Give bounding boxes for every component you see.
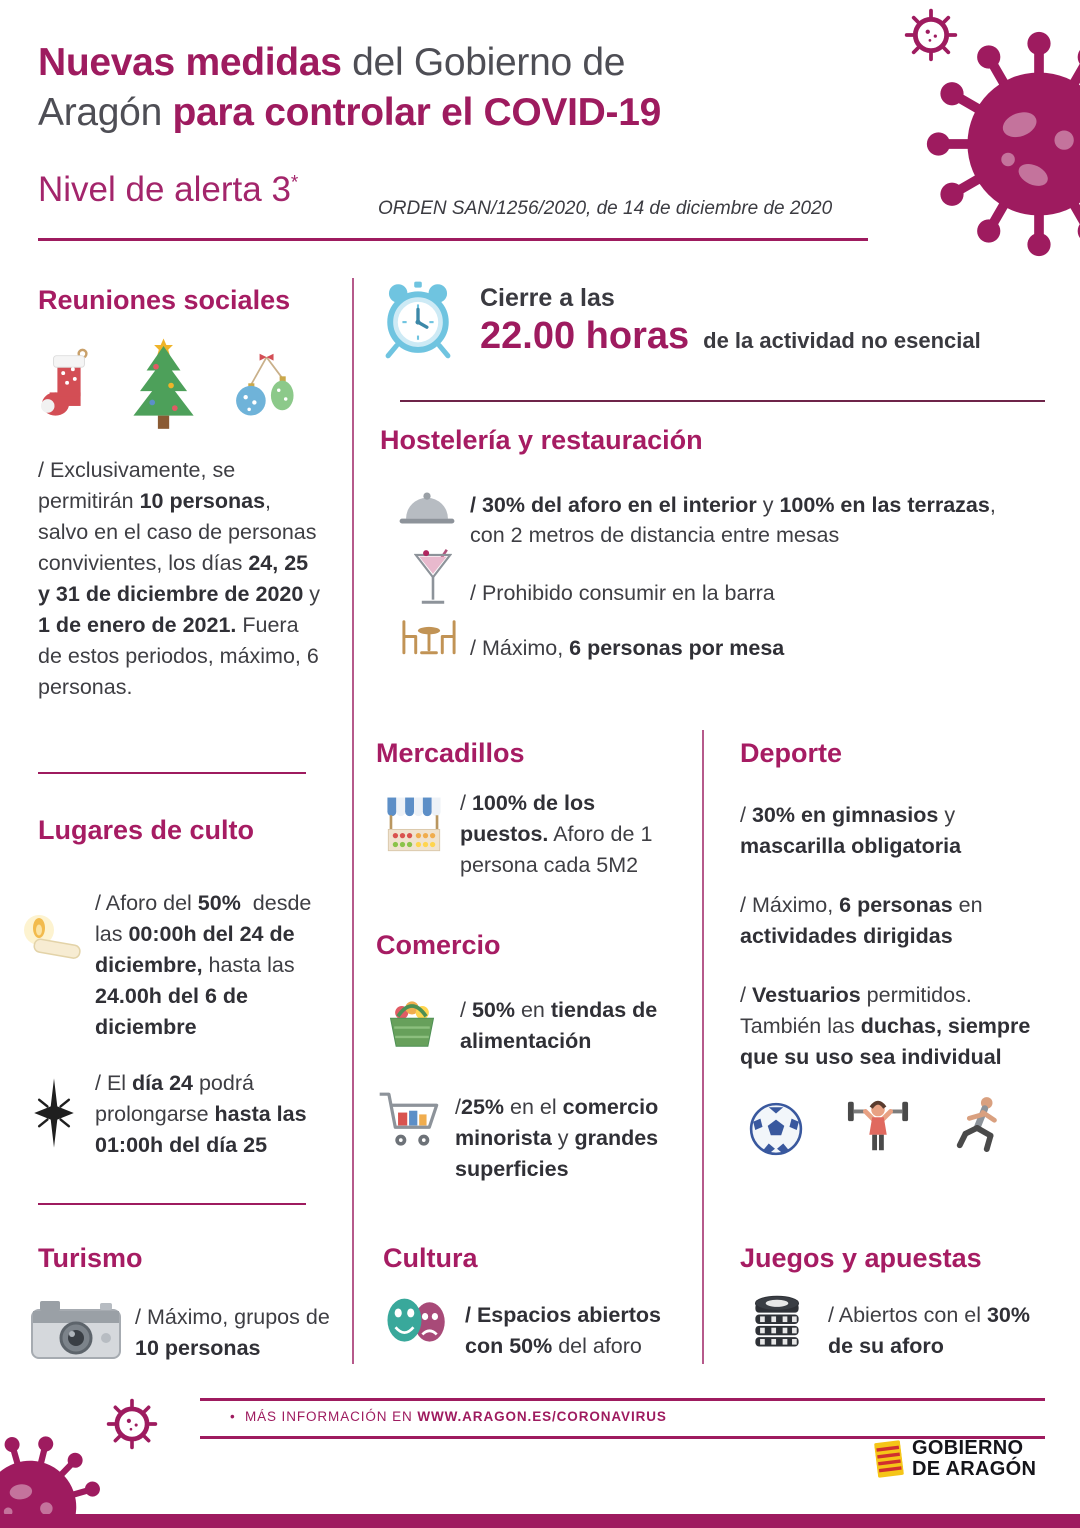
weights-icon — [846, 1095, 910, 1157]
cultura-text: / Espacios abiertos con 50% del aforo — [465, 1303, 661, 1358]
mercadillos-text: / 100% de los puestos. Aforo de 1 persona cada 5M2 — [460, 791, 653, 877]
closure-block — [480, 284, 981, 358]
section-title-cultura: Cultura — [383, 1243, 478, 1273]
virus-icon — [923, 28, 1080, 260]
alert-asterisk: * — [290, 172, 299, 194]
cloche-icon — [398, 488, 456, 530]
title-accent-2: para controlar el COVID-19 — [172, 91, 662, 134]
closure-scope: de la actividad no esencial — [703, 328, 981, 353]
christmas-icons — [40, 330, 320, 436]
camera-icon — [30, 1296, 122, 1362]
footer-info — [230, 1409, 667, 1424]
closure-intro: Cierre a las — [480, 284, 615, 312]
column-divider-left — [352, 278, 354, 1364]
comercio-item-2: /25% en el comercio minorista y grandes superficies — [455, 1095, 659, 1181]
section-title-comercio: Comercio — [376, 930, 501, 960]
alarm-clock-icon — [378, 280, 458, 360]
alert-level-text: Nivel de alerta 3 — [38, 170, 291, 209]
virus-outline-icon — [904, 8, 958, 62]
candle-icon — [22, 912, 86, 964]
gov-line-2: DE ARAGÓN — [912, 1458, 1037, 1480]
sports-icons — [748, 1095, 1006, 1157]
virus-outline-icon — [106, 1398, 158, 1450]
star-icon — [26, 1078, 82, 1148]
title-grey-2: Aragón — [38, 91, 173, 134]
section-title-mercadillos: Mercadillos — [376, 738, 525, 768]
deporte-item-3: / Vestuarios permitidos. También las duchas, siempre que su uso sea individual — [740, 983, 1031, 1069]
chips-icon — [748, 1292, 806, 1354]
footer-url[interactable]: WWW.ARAGON.ES/CORONAVIRUS — [417, 1409, 667, 1424]
section-title-turismo: Turismo — [38, 1243, 143, 1273]
stocking-icon — [40, 344, 98, 436]
soccer-ball-icon — [748, 1101, 804, 1157]
culto-item-1: / Aforo del 50% desde las 00:00h del 24 de diciembre, hasta las 24.00h del 6 de diciembre — [95, 891, 312, 1039]
hosteleria-item-1: / 30% del aforo en el interior y 100% en las terrazas, con 2 metros de distancia entre mesas — [470, 493, 996, 547]
section-title-juegos: Juegos y apuestas — [740, 1243, 982, 1273]
runner-icon — [952, 1095, 1006, 1157]
gobierno-aragon-logo — [876, 1438, 1036, 1480]
divider — [38, 772, 306, 774]
culto-item-2: / El día 24 podrá prolongarse hasta las 01:00h del día 25 — [95, 1071, 307, 1157]
comercio-item-1: / 50% en tiendas de alimentación — [460, 998, 658, 1053]
order-reference: ORDEN SAN/1256/2020, de 14 de diciembre de 2020 — [378, 198, 833, 219]
title-grey-1: del Gobierno de — [341, 41, 626, 84]
aragon-flag-icon — [874, 1440, 904, 1479]
bottom-bar — [0, 1514, 1080, 1528]
column-divider-right — [702, 730, 704, 1364]
masks-icon — [383, 1293, 451, 1349]
turismo-text: / Máximo, grupos de 10 personas — [135, 1305, 330, 1360]
divider — [38, 1203, 306, 1205]
cocktail-icon — [414, 548, 452, 610]
title-accent-1: Nuevas medidas — [38, 41, 342, 84]
header-divider — [38, 238, 868, 241]
hosteleria-item-2: / Prohibido consumir en la barra — [470, 581, 775, 605]
cart-icon — [376, 1085, 444, 1153]
bullet: • — [230, 1409, 236, 1424]
footer-divider-top — [200, 1398, 1045, 1401]
deporte-item-2: / Máximo, 6 personas en actividades dirigidas — [740, 893, 983, 948]
juegos-text: / Abiertos con el 30% de su aforo — [828, 1303, 1030, 1358]
section-title-deporte: Deporte — [740, 738, 843, 768]
reuniones-text: / Exclusivamente, se permitirán 10 personas, salvo en el caso de personas convivientes, los días 24, 25 y 31 de diciembre de 2020 y 1 de enero de 2021. Fuera de estos periodos, máximo, 6 personas. — [38, 458, 321, 699]
deporte-item-1: / 30% en gimnasios y mascarilla obligatoria — [740, 803, 962, 858]
basket-icon — [383, 992, 441, 1050]
section-title-culto: Lugares de culto — [38, 815, 255, 845]
christmas-tree-icon — [124, 336, 204, 436]
virus-icon — [0, 1416, 121, 1528]
section-title-reuniones: Reuniones sociales — [38, 285, 291, 315]
baubles-icon — [230, 348, 304, 436]
market-stall-icon — [383, 795, 445, 855]
table-chairs-icon — [398, 618, 460, 658]
footer-info-text: MÁS INFORMACIÓN EN — [244, 1409, 418, 1424]
gov-name — [912, 1438, 1036, 1480]
section-title-hosteleria: Hostelería y restauración — [380, 425, 703, 455]
gov-line-1: GOBIERNO — [912, 1437, 1024, 1459]
closure-time: 22.00 horas — [480, 315, 690, 357]
alert-level — [38, 170, 298, 210]
hosteleria-item-3: / Máximo, 6 personas por mesa — [470, 636, 785, 660]
divider — [400, 400, 1045, 402]
page-title — [38, 38, 878, 138]
